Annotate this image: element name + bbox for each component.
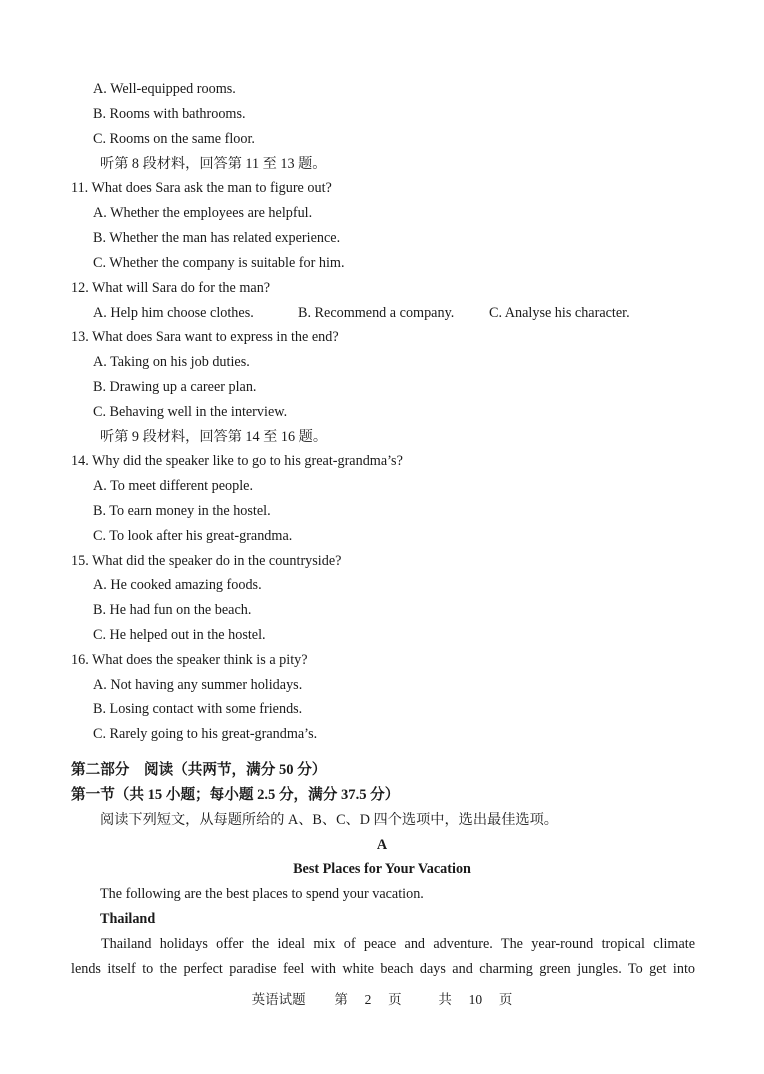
passage-letter: A: [376, 837, 388, 853]
question-16: 16. What does the speaker think is a pity?: [71, 652, 308, 668]
option-a: A. Help him choose clothes.: [93, 305, 254, 321]
option-a: A. Whether the employees are helpful.: [93, 205, 313, 221]
option-c: C. Analyse his character.: [489, 305, 630, 321]
option-a: A. To meet different people.: [93, 478, 254, 494]
footer-total-prefix: 共: [438, 992, 452, 1007]
paragraph-line: lends itself to the perfect paradise feel with white beach days and charming green jungles. To get into: [71, 961, 695, 977]
option-c: C. To look after his great-grandma.: [93, 528, 293, 544]
option-c: C. Rooms on the same floor.: [93, 131, 255, 147]
option-b: B. He had fun on the beach.: [93, 602, 252, 618]
footer-page-prefix: 第: [334, 992, 348, 1007]
footer-page-suffix: 页: [388, 992, 402, 1007]
option-c: C. He helped out in the hostel.: [93, 627, 266, 643]
section-heading: 第一节（共 15 小题；每小题 2.5 分，满分 37.5 分）: [71, 787, 400, 803]
part-heading: 第二部分 阅读（共两节，满分 50 分）: [71, 762, 327, 778]
question-14: 14. Why did the speaker like to go to his great-grandma’s?: [71, 453, 403, 469]
question-11: 11. What does Sara ask the man to figure out?: [71, 180, 332, 196]
option-a: A. Taking on his job duties.: [93, 354, 250, 370]
question-12: 12. What will Sara do for the man?: [71, 280, 271, 296]
option-a: A. He cooked amazing foods.: [93, 577, 262, 593]
option-c: C. Rarely going to his great-grandma’s.: [93, 726, 318, 742]
question-15: 15. What did the speaker do in the countryside?: [71, 553, 342, 569]
option-b: B. Recommend a company.: [298, 305, 455, 321]
option-b: B. Drawing up a career plan.: [93, 379, 257, 395]
question-13: 13. What does Sara want to express in the end?: [71, 329, 339, 345]
option-a: A. Not having any summer holidays.: [93, 677, 303, 693]
reading-instruction: 阅读下列短文，从每题所给的 A、B、C、D 四个选项中，选出最佳选项。: [100, 812, 558, 828]
footer-total-pages: 10: [468, 992, 483, 1007]
option-b: B. To earn money in the hostel.: [93, 503, 271, 519]
option-b: B. Rooms with bathrooms.: [93, 106, 246, 122]
option-c: C. Whether the company is suitable for him.: [93, 255, 345, 271]
option-b: B. Whether the man has related experience.: [93, 230, 341, 246]
passage-title: Best Places for Your Vacation: [293, 861, 471, 877]
listening-instruction: 听第 8 段材料，回答第 11 至 13 题。: [100, 156, 327, 172]
passage-intro: The following are the best places to spend your vacation.: [100, 886, 424, 902]
footer-subject: 英语试题: [251, 992, 306, 1007]
paragraph-line: Thailand holidays offer the ideal mix of peace and adventure. The year-round tropical climate: [101, 936, 695, 952]
page-footer: [0, 991, 764, 1009]
listening-instruction: 听第 9 段材料，回答第 14 至 16 题。: [100, 429, 328, 445]
option-c: C. Behaving well in the interview.: [93, 404, 288, 420]
footer-total-suffix: 页: [498, 992, 513, 1007]
footer-page-number: 2: [364, 992, 372, 1007]
passage-subheading: Thailand: [100, 911, 156, 927]
option-a: A. Well-equipped rooms.: [93, 81, 236, 97]
option-b: B. Losing contact with some friends.: [93, 701, 303, 717]
